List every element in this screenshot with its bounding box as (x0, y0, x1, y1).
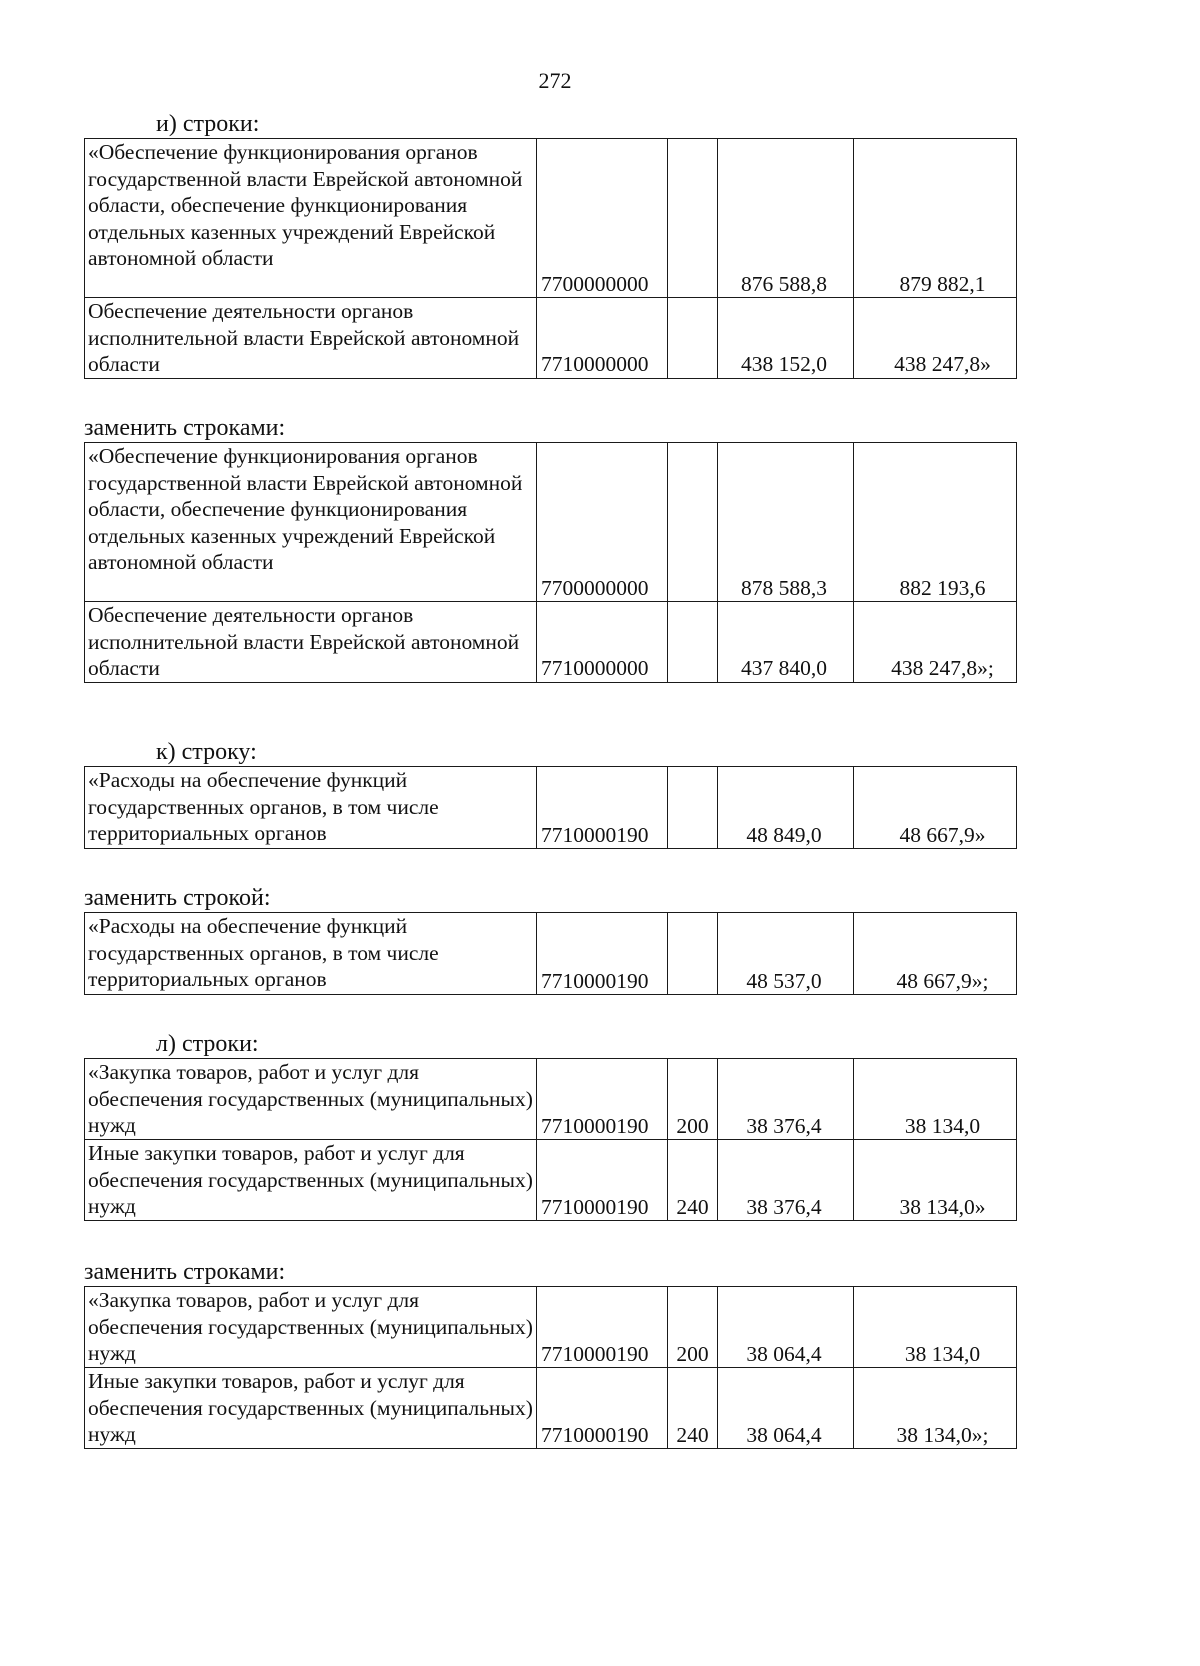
row-name: Обеспечение деятельности органов исполнительной власти Еврейской автономной области (85, 602, 537, 683)
row-code: 7710000190 (537, 913, 668, 995)
row-value-year2: 879 882,1 (854, 139, 1017, 298)
row-value-year2: 48 667,9»; (854, 913, 1017, 995)
row-value-year2: 882 193,6 (854, 443, 1017, 602)
section-heading: заменить строками: (84, 415, 286, 441)
row-name: «Обеспечение функционирования органов государственной власти Еврейской автономной области, обеспечение функционирования отдельных казенных учреждений Еврейской автономной области (85, 139, 537, 298)
row-name: «Расходы на обеспечение функций государственных органов, в том числе территориальных органов (85, 913, 537, 995)
table-row (85, 767, 1017, 849)
row-code: 7710000190 (537, 1059, 668, 1140)
row-code: 7710000190 (537, 1140, 668, 1221)
row-value-year2: 38 134,0 (854, 1059, 1017, 1140)
section-replace-strings-1 (84, 414, 1017, 683)
budget-table (84, 442, 1017, 683)
table-row (85, 602, 1017, 683)
row-value-year1: 38 064,4 (718, 1287, 854, 1368)
row-vr (668, 602, 718, 683)
row-value-year1: 48 537,0 (718, 913, 854, 995)
row-value-year2: 38 134,0» (854, 1140, 1017, 1221)
row-value-year1: 438 152,0 (718, 298, 854, 379)
budget-table (84, 138, 1017, 379)
row-name: Иные закупки товаров, работ и услуг для обеспечения государственных (муниципальных) нужд (85, 1140, 537, 1221)
table-row (85, 139, 1017, 298)
row-name: «Закупка товаров, работ и услуг для обеспечения государственных (муниципальных) нужд (85, 1287, 537, 1368)
budget-table (84, 1058, 1017, 1221)
section-heading: к) строку: (156, 739, 257, 765)
row-name: «Обеспечение функционирования органов государственной власти Еврейской автономной области, обеспечение функционирования отдельных казенных учреждений Еврейской автономной области (85, 443, 537, 602)
section-l-strings (84, 1030, 1017, 1221)
row-code: 7710000190 (537, 1368, 668, 1449)
table-row (85, 1140, 1017, 1221)
table-row (85, 913, 1017, 995)
row-vr (668, 443, 718, 602)
row-value-year1: 38 376,4 (718, 1059, 854, 1140)
row-value-year1: 878 588,3 (718, 443, 854, 602)
row-code: 7700000000 (537, 139, 668, 298)
section-replace-strings-2 (84, 1258, 1017, 1449)
section-heading: л) строки: (156, 1031, 259, 1057)
row-vr (668, 767, 718, 849)
section-heading: заменить строками: (84, 1259, 286, 1285)
row-name: «Расходы на обеспечение функций государственных органов, в том числе территориальных органов (85, 767, 537, 849)
section-replace-string (84, 884, 1017, 995)
row-vr: 240 (668, 1140, 718, 1221)
row-name: «Закупка товаров, работ и услуг для обеспечения государственных (муниципальных) нужд (85, 1059, 537, 1140)
section-heading: и) строки: (156, 111, 260, 137)
row-vr (668, 298, 718, 379)
table-row (85, 1059, 1017, 1140)
row-code: 7700000000 (537, 443, 668, 602)
section-heading: заменить строкой: (84, 885, 271, 911)
row-code: 7710000000 (537, 602, 668, 683)
row-vr (668, 139, 718, 298)
row-vr: 200 (668, 1059, 718, 1140)
page-number: 272 (538, 68, 572, 93)
section-k-string (84, 738, 1017, 849)
row-value-year2: 38 134,0 (854, 1287, 1017, 1368)
row-vr: 200 (668, 1287, 718, 1368)
row-value-year1: 48 849,0 (718, 767, 854, 849)
row-value-year1: 437 840,0 (718, 602, 854, 683)
row-value-year1: 876 588,8 (718, 139, 854, 298)
section-i-strings (84, 110, 1017, 379)
table-row (85, 1287, 1017, 1368)
row-value-year1: 38 376,4 (718, 1140, 854, 1221)
row-name: Обеспечение деятельности органов исполнительной власти Еврейской автономной области (85, 298, 537, 379)
row-vr: 240 (668, 1368, 718, 1449)
table-row (85, 1368, 1017, 1449)
row-code: 7710000190 (537, 1287, 668, 1368)
row-value-year2: 48 667,9» (854, 767, 1017, 849)
row-code: 7710000000 (537, 298, 668, 379)
table-row (85, 443, 1017, 602)
row-value-year2: 38 134,0»; (854, 1368, 1017, 1449)
row-code: 7710000190 (537, 767, 668, 849)
row-value-year2: 438 247,8»; (854, 602, 1017, 683)
budget-table (84, 1286, 1017, 1449)
budget-table (84, 766, 1017, 849)
budget-table (84, 912, 1017, 995)
table-row (85, 298, 1017, 379)
row-value-year2: 438 247,8» (854, 298, 1017, 379)
row-vr (668, 913, 718, 995)
row-name: Иные закупки товаров, работ и услуг для обеспечения государственных (муниципальных) нужд (85, 1368, 537, 1449)
row-value-year1: 38 064,4 (718, 1368, 854, 1449)
